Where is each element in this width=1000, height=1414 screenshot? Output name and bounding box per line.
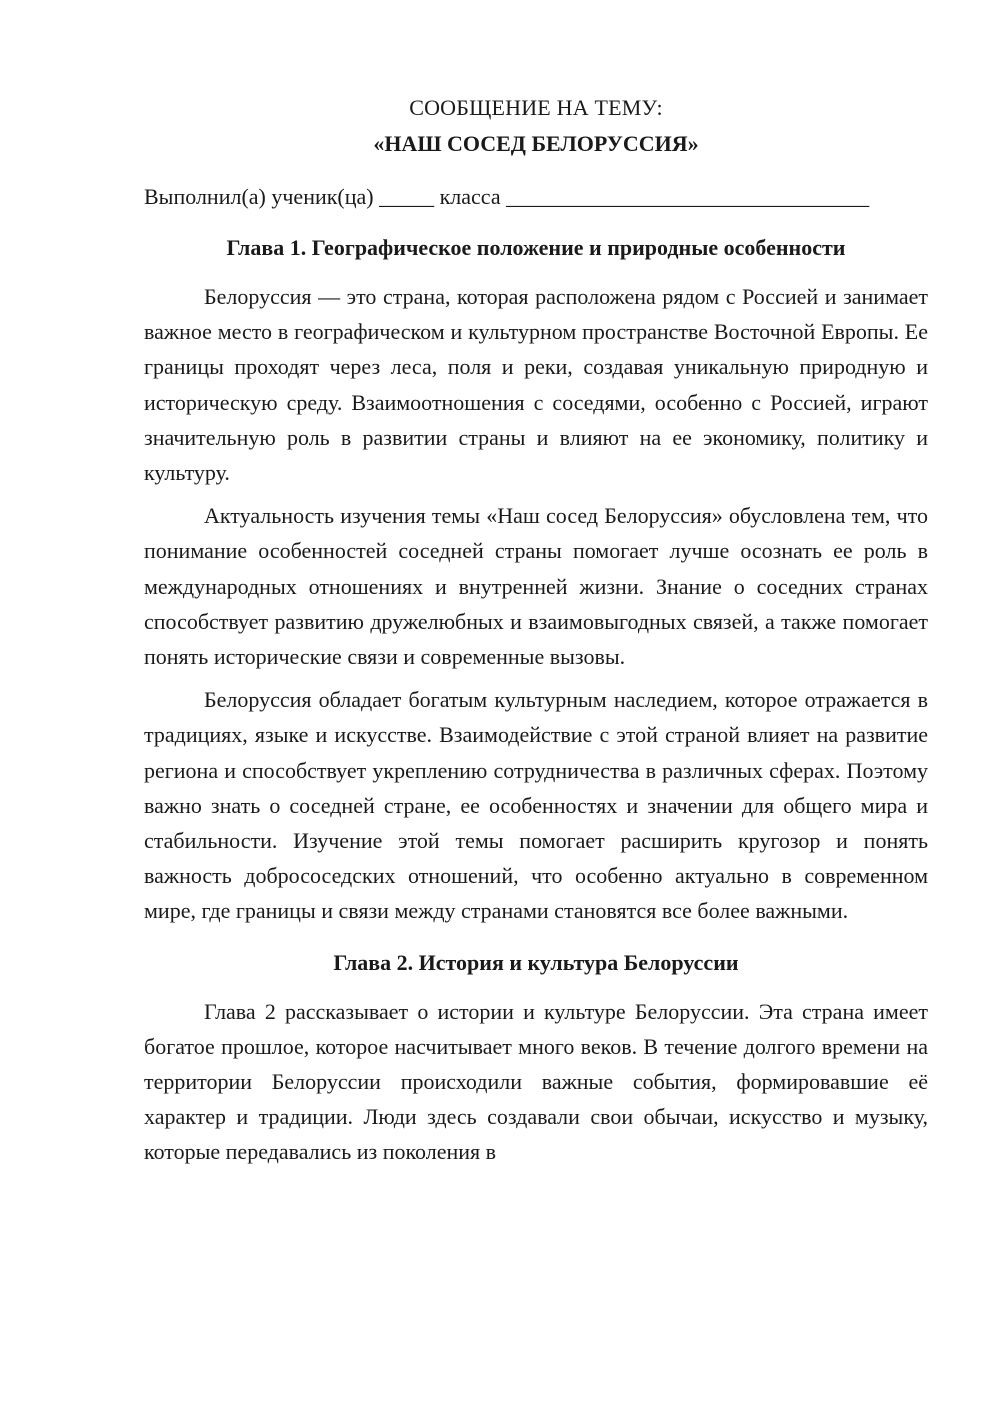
document-subtitle: «НАШ СОСЕД БЕЛОРУССИЯ»: [373, 131, 699, 156]
chapter-2-paragraph-1: Глава 2 рассказывает о истории и культуре Белоруссии. Эта страна имеет богатое прошлое, которое насчитывает много веков. В течение долгого времени на территории Белоруссии происходили важные события, формировавшие её характер и традиции. Люди здесь создавали свои обычаи, искусство и музыку, которые передавались из поколения в: [144, 998, 928, 1165]
chapter-2-heading: Глава 2. История и культура Белоруссии: [333, 949, 739, 975]
chapter-1-paragraph-3: Белоруссия обладает богатым культурным наследием, которое отражается в традициях, языке и искусстве. Взаимодействие с этой страной влияет на развитие региона и способствует укреплению сотрудничества в различных сферах. Поэтому важно знать о соседней стране, ее особенностях и значении для общего мира и стабильности. Изучение этой темы помогает расширить кругозор и понять важность добрососедских отношений, что особенно актуально в современном мире, где границы и связи между странами становятся все более важными.: [144, 687, 928, 924]
chapter-1-heading: Глава 1. Географическое положение и природные особенности: [226, 235, 846, 260]
chapter-1-paragraph-2: Актуальность изучения темы «Наш сосед Белоруссия» обусловлена тем, что понимание особенностей соседней страны помогает лучше осознать ее роль в международных отношениях и внутренней жизни. Знание о соседних странах способствует развитию дружелюбных и взаимовыгодных связей, а также помогает понять исторические связи и современные вызовы.: [144, 503, 928, 670]
document-page: [144, 90, 928, 1170]
chapter-1-paragraph-1: Белоруссия — это страна, которая расположена рядом с Россией и занимает важное место в географическом и культурном пространстве Восточной Европы. Ее границы проходят через леса, поля и реки, создавая уникальную природную и историческую среду. Взаимоотношения с соседями, особенно с Россией, играют значительную роль в развитии страны и влияют на ее экономику, политику и культуру.: [144, 284, 928, 486]
document-title: СООБЩЕНИЕ НА ТЕМУ:: [409, 95, 663, 120]
author-line: Выполнил(а) ученик(ца) _____ класса _________________________________: [144, 184, 870, 209]
